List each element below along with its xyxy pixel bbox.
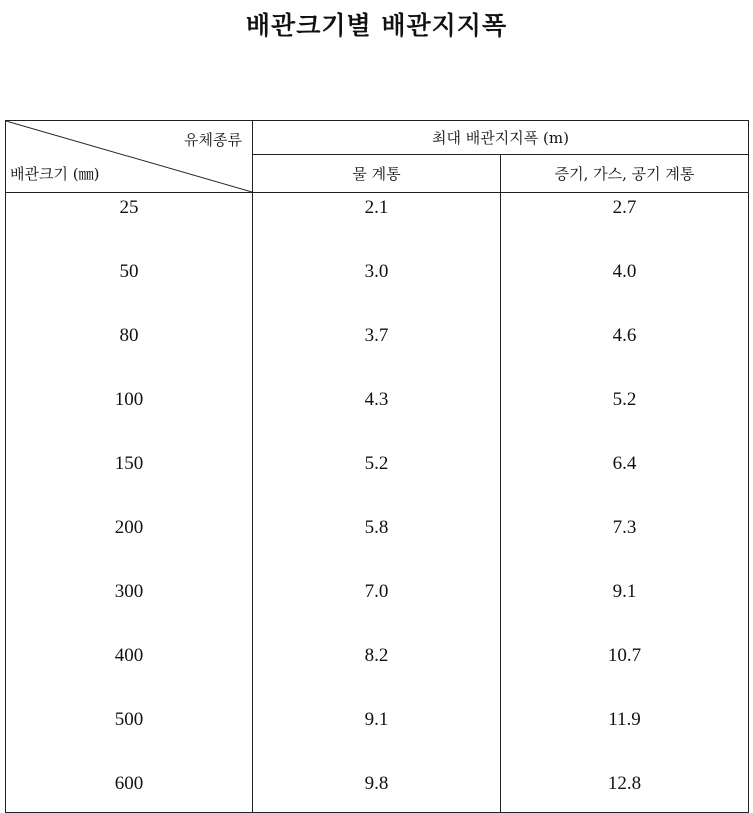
table-row <box>6 513 749 577</box>
pipe-size-cell: 100 <box>6 385 253 449</box>
water-span-cell: 5.8 <box>253 513 501 577</box>
steam-span-cell: 4.0 <box>501 257 749 321</box>
water-span-cell: 9.8 <box>253 769 501 813</box>
corner-header-cell <box>6 121 253 193</box>
steam-span-cell: 2.7 <box>501 193 749 257</box>
water-system-header: 물 계통 <box>253 155 501 193</box>
steam-span-cell: 7.3 <box>501 513 749 577</box>
table-row <box>6 193 749 257</box>
pipe-size-cell: 600 <box>6 769 253 813</box>
water-span-cell: 4.3 <box>253 385 501 449</box>
table-row <box>6 257 749 321</box>
table-row <box>6 769 749 813</box>
fluid-type-label: 유체종류 <box>184 131 242 149</box>
steam-span-cell: 9.1 <box>501 577 749 641</box>
steam-span-cell: 4.6 <box>501 321 749 385</box>
table-row <box>6 385 749 449</box>
header-row-1 <box>6 121 749 155</box>
pipe-size-cell: 80 <box>6 321 253 385</box>
water-span-cell: 5.2 <box>253 449 501 513</box>
steam-gas-air-header: 증기, 가스, 공기 계통 <box>501 155 749 193</box>
pipe-size-cell: 50 <box>6 257 253 321</box>
water-span-cell: 7.0 <box>253 577 501 641</box>
steam-span-cell: 10.7 <box>501 641 749 705</box>
water-span-cell: 3.7 <box>253 321 501 385</box>
max-support-span-header: 최대 배관지지폭 (m) <box>253 121 749 155</box>
table-row <box>6 705 749 769</box>
pipe-support-table <box>5 120 749 813</box>
water-span-cell: 8.2 <box>253 641 501 705</box>
table-row <box>6 449 749 513</box>
table-row <box>6 641 749 705</box>
pipe-size-cell: 25 <box>6 193 253 257</box>
water-span-cell: 3.0 <box>253 257 501 321</box>
page-title: 배관크기별 배관지지폭 <box>245 11 508 40</box>
pipe-size-cell: 500 <box>6 705 253 769</box>
pipe-size-cell: 150 <box>6 449 253 513</box>
steam-span-cell: 5.2 <box>501 385 749 449</box>
pipe-size-cell: 300 <box>6 577 253 641</box>
steam-span-cell: 11.9 <box>501 705 749 769</box>
pipe-size-label: 배관크기 (㎜) <box>10 165 100 183</box>
pipe-size-cell: 200 <box>6 513 253 577</box>
table-body <box>6 193 749 813</box>
water-span-cell: 2.1 <box>253 193 501 257</box>
pipe-size-cell: 400 <box>6 641 253 705</box>
table-row <box>6 321 749 385</box>
steam-span-cell: 12.8 <box>501 769 749 813</box>
steam-span-cell: 6.4 <box>501 449 749 513</box>
water-span-cell: 9.1 <box>253 705 501 769</box>
table-row <box>6 577 749 641</box>
